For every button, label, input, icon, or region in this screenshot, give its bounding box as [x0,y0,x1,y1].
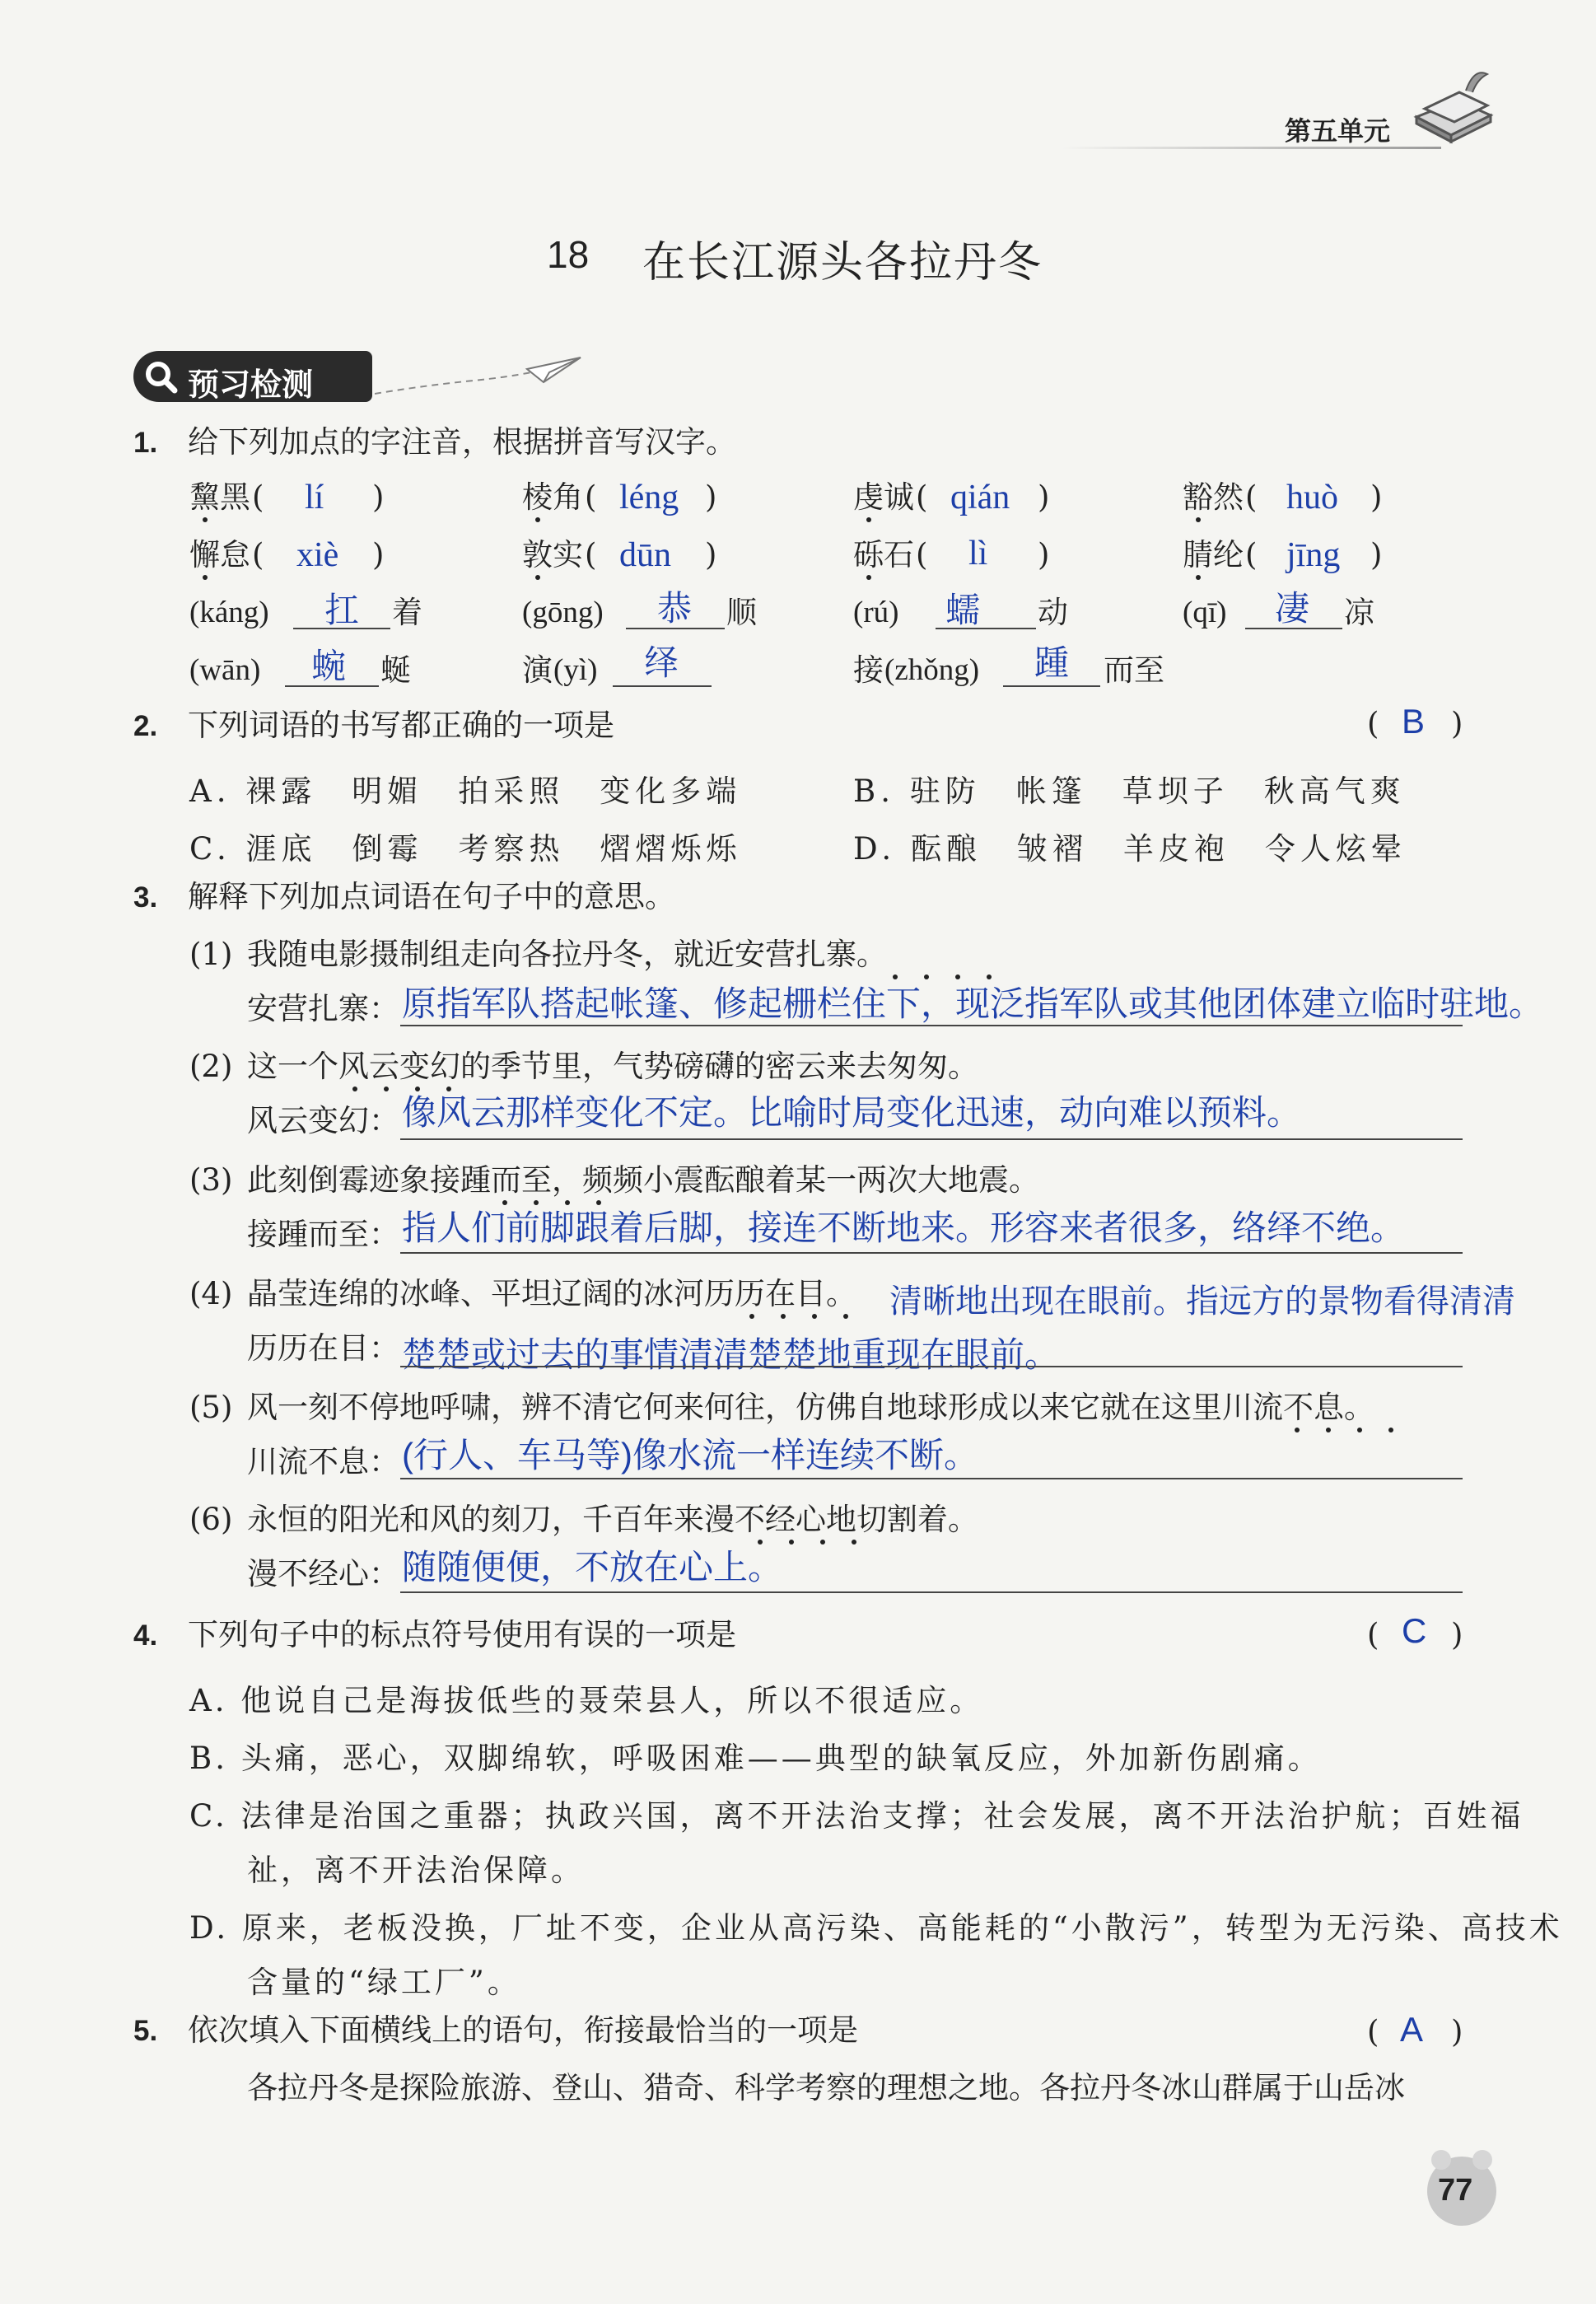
q5-bracket-open: ( [1367,2014,1379,2049]
q3-item-1-line [400,1025,1463,1026]
q1-r2-word-4: 腈纶 [1183,537,1244,572]
q4-bracket-open: ( [1367,1617,1379,1652]
q3-prompt: 解释下列加点词语在句子中的意思。 [188,879,675,914]
emphasis-dot [596,1200,601,1205]
q1-r4-answer-2: 绎 [644,643,679,682]
q1-r3-pinyin-1: (káng) [189,596,269,629]
q1-r3-pinyin-3: (rú) [853,596,899,629]
q1-r1-word-1: 黧黑 [189,479,250,515]
lesson-number: 18 [547,233,590,276]
q1-r3-answer-1: 扛 [324,591,360,629]
q3-item-1-term: 安营扎寨： [247,991,399,1026]
q1-r1-close-3: ) [1038,479,1050,515]
emphasis-dot [446,1087,451,1091]
q1-r2-answer-3: lì [968,535,988,572]
q1-r4-after-1: 蜒 [380,652,411,688]
paper-plane-icon [375,353,589,402]
q1-prompt: 给下列加点的字注音，根据拼音写汉字。 [188,424,736,460]
q1-r4-blank-2 [613,685,712,687]
q3-item-6-num: (6) [189,1502,233,1537]
q3-item-2-answer: 像风云那样变化不定。比喻时局变化迅速，动向难以预料。 [402,1093,1302,1132]
emphasis-dot [415,1087,420,1091]
emphasis-dot [852,1540,856,1545]
q4-option-c: C. 法律是治国之重器；执政兴国，离不开法治支撑；社会发展，离不开法治护航；百姓福 [189,1798,1524,1834]
q1-r3-answer-4: 凄 [1275,589,1310,628]
q1-r3-after-1: 着 [392,595,422,630]
emphasis-dot [820,1540,825,1545]
emphasis-dot [758,1540,763,1545]
q1-r2-answer-1: xiè [296,536,339,574]
emphasis-dot [955,974,960,979]
emphasis-dot [535,575,540,580]
q3-item-4-num: (4) [189,1276,233,1311]
q3-item-5-line [400,1478,1463,1479]
q2-number: 2. [133,710,158,742]
q1-r1-answer-4: huò [1286,479,1338,516]
q1-r2-close-4: ) [1370,537,1383,572]
emphasis-dot [1357,1428,1362,1432]
q1-r4-blank-3 [1003,685,1100,687]
q5-answer: A [1400,2010,1424,2049]
q1-r1-bracket-3: ( [916,479,928,515]
q3-item-2-line [400,1138,1463,1140]
q1-r3-pinyin-4: (qī) [1183,596,1227,629]
q3-item-3-term: 接踵而至： [247,1217,399,1252]
q3-item-5-sentence: 风一刻不停地呼啸，辨不清它何来何往，仿佛自地球形成以来它就在这里川流不息。 [247,1390,1374,1425]
q1-r3-after-2: 顺 [726,595,757,630]
q1-r4-answer-3: 踵 [1034,643,1070,682]
q3-item-3-sentence: 此刻倒霉迹象接踵而至，频频小震酝酿着某一两次大地震。 [247,1162,1039,1198]
q1-number: 1. [133,427,158,459]
q2-bracket-close: ) [1451,706,1463,741]
emphasis-dot [789,1540,794,1545]
q4-option-a: A. 他说自己是海拔低些的聂荣县人，所以不很适应。 [189,1683,984,1718]
emphasis-dot [866,517,871,522]
emphasis-dot [565,1200,570,1205]
q4-prompt: 下列句子中的标点符号使用有误的一项是 [188,1617,736,1652]
q3-item-3-num: (3) [189,1162,233,1198]
q4-answer: C [1402,1611,1427,1650]
q1-r4-after-3: 而至 [1104,652,1164,688]
q1-r1-word-3: 虔诚 [853,479,914,515]
q1-r4-before-2: 演 [522,652,553,688]
section-title: 预习检测 [188,367,314,403]
q5-bracket-close: ) [1451,2014,1463,2049]
q4-option-c-cont: 祉，离不开法治保障。 [247,1853,585,1888]
q3-number: 3. [133,881,158,914]
q1-r3-after-4: 凉 [1344,595,1374,630]
q1-r1-bracket-4: ( [1245,479,1258,515]
q2-option-d: D. 酝酿 皱褶 羊皮袍 令人炫晕 [853,831,1407,867]
emphasis-dot [781,1314,786,1319]
q5-prompt: 依次填入下面横线上的语句，衔接最恰当的一项是 [188,2012,858,2048]
magnifier-icon [142,358,180,395]
q2-prompt: 下列词语的书写都正确的一项是 [188,708,614,743]
q1-r1-word-4: 豁然 [1183,479,1244,515]
q3-item-5-answer: (行人、车马等)像水流一样连续不断。 [402,1436,978,1474]
q3-item-4-answer-cont: 楚楚或过去的事情清清楚楚地重现在眼前。 [402,1335,1060,1374]
section-badge [133,351,372,402]
q3-item-2-num: (2) [189,1049,233,1084]
emphasis-dot [502,1200,507,1205]
q4-option-d-cont: 含量的“绿工厂”。 [247,1965,521,2000]
q3-item-4-sentence: 晶莹连绵的冰峰、平坦辽阔的冰河历历在目。 [247,1276,856,1311]
page-number: 77 [1438,2173,1473,2208]
emphasis-dot [987,974,992,979]
q1-r3-pinyin-2: (gōng) [522,596,604,629]
q4-number: 4. [133,1619,158,1652]
q1-r2-bracket-2: ( [585,537,597,572]
q1-r3-answer-3: 蠕 [945,591,981,629]
q1-r2-bracket-1: ( [252,537,264,572]
emphasis-dot [1295,1428,1300,1432]
emphasis-dot [893,974,898,979]
emphasis-dot [749,1314,754,1319]
q1-r2-close-3: ) [1038,537,1050,572]
q3-item-3-answer: 指人们前脚跟着后脚，接连不断地来。形容来者很多，络绎不绝。 [402,1208,1406,1247]
q1-r2-close-2: ) [705,537,717,572]
q1-r2-close-1: ) [372,537,385,572]
q3-item-6-line [400,1591,1463,1593]
q5-number: 5. [133,2015,158,2047]
q1-r1-close-4: ) [1370,479,1383,515]
emphasis-dot [1388,1428,1393,1432]
q3-item-1-sentence: 我随电影摄制组走向各拉丹冬，就近安营扎寨。 [247,937,887,972]
q3-item-3-line [400,1252,1463,1254]
q1-r1-answer-3: qián [950,479,1010,516]
emphasis-dot [535,517,540,522]
q3-item-4-answer: 清晰地出现在眼前。指远方的景物看得清清 [889,1283,1515,1320]
q1-r1-close-1: ) [372,479,385,515]
q1-r2-answer-2: dūn [619,536,671,574]
emphasis-dot [1326,1428,1331,1432]
q2-option-b: B. 驻防 帐篷 草坝子 秋高气爽 [853,773,1406,809]
q1-r2-answer-4: jīng [1286,536,1341,574]
emphasis-dot [843,1314,848,1319]
emphasis-dot [924,974,929,979]
q3-item-4-line [400,1366,1463,1367]
q4-option-b: B. 头痛，恶心，双脚绵软，呼吸困难——典型的缺氧反应，外加新伤剧痛。 [189,1741,1322,1776]
books-icon [1408,59,1499,150]
q1-r1-word-2: 棱角 [522,479,583,515]
q1-r2-word-1: 懈怠 [189,537,250,572]
q1-r2-word-3: 砾石 [853,537,914,572]
q2-answer: B [1402,702,1426,741]
emphasis-dot [203,575,208,580]
q1-r4-pinyin-3: (zhǒng) [884,653,980,687]
q1-r1-bracket-2: ( [585,479,597,515]
q1-r4-answer-1: 蜿 [311,647,347,685]
unit-label: 第五单元 [1285,116,1391,146]
emphasis-dot [534,1200,539,1205]
lesson-title: 在长江源头各拉丹冬 [642,238,1043,287]
q3-item-6-answer: 随随便便，不放在心上。 [402,1548,783,1587]
emphasis-dot [352,1087,357,1091]
q5-passage: 各拉丹冬是探险旅游、登山、猎奇、科学考察的理想之地。各拉丹冬冰山群属于山岳冰 [247,2070,1405,2105]
emphasis-dot [384,1087,389,1091]
q1-r1-answer-2: léng [619,479,679,516]
q3-item-5-num: (5) [189,1390,233,1425]
emphasis-dot [812,1314,817,1319]
q4-bracket-close: ) [1451,1617,1463,1652]
q1-r1-answer-1: lí [305,479,324,516]
q1-r3-after-3: 动 [1038,595,1068,630]
q1-r2-word-2: 敦实 [522,537,583,572]
q3-item-2-sentence: 这一个风云变幻的季节里，气势磅礴的密云来去匆匆。 [247,1049,978,1084]
q3-item-1-answer: 原指军队搭起帐篷、修起栅栏住下，现泛指军队或其他团体建立临时驻地。 [402,984,1544,1023]
q3-item-1-num: (1) [189,937,233,972]
q1-r1-close-2: ) [705,479,717,515]
q2-option-a: A. 裸露 明媚 拍采照 变化多端 [189,773,742,809]
q3-item-4-term: 历历在目： [247,1330,399,1366]
q1-r2-bracket-3: ( [916,537,928,572]
q3-item-5-term: 川流不息： [247,1444,399,1479]
q1-r3-answer-2: 恭 [657,589,693,628]
q3-item-6-term: 漫不经心： [247,1556,399,1591]
q2-option-c: C. 涯底 倒霉 考察热 熠熠烁烁 [189,831,742,867]
q1-r1-bracket-1: ( [252,479,264,515]
emphasis-dot [203,517,208,522]
q1-r4-pinyin-1: (wān) [189,653,261,687]
q2-bracket-open: ( [1367,706,1379,741]
q1-r2-bracket-4: ( [1245,537,1258,572]
q3-item-2-term: 风云变幻： [247,1103,399,1138]
q4-option-d: D. 原来，老板没换，厂址不变，企业从高污染、高能耗的“小散污”，转型为无污染、高技术 [189,1910,1563,1946]
q1-r4-pinyin-2: (yì) [553,653,598,687]
q1-r4-before-3: 接 [853,652,884,688]
emphasis-dot [1196,575,1201,580]
emphasis-dot [866,575,871,580]
emphasis-dot [1196,517,1201,522]
q3-item-6-sentence: 永恒的阳光和风的刻刀，千百年来漫不经心地切割着。 [247,1502,978,1537]
